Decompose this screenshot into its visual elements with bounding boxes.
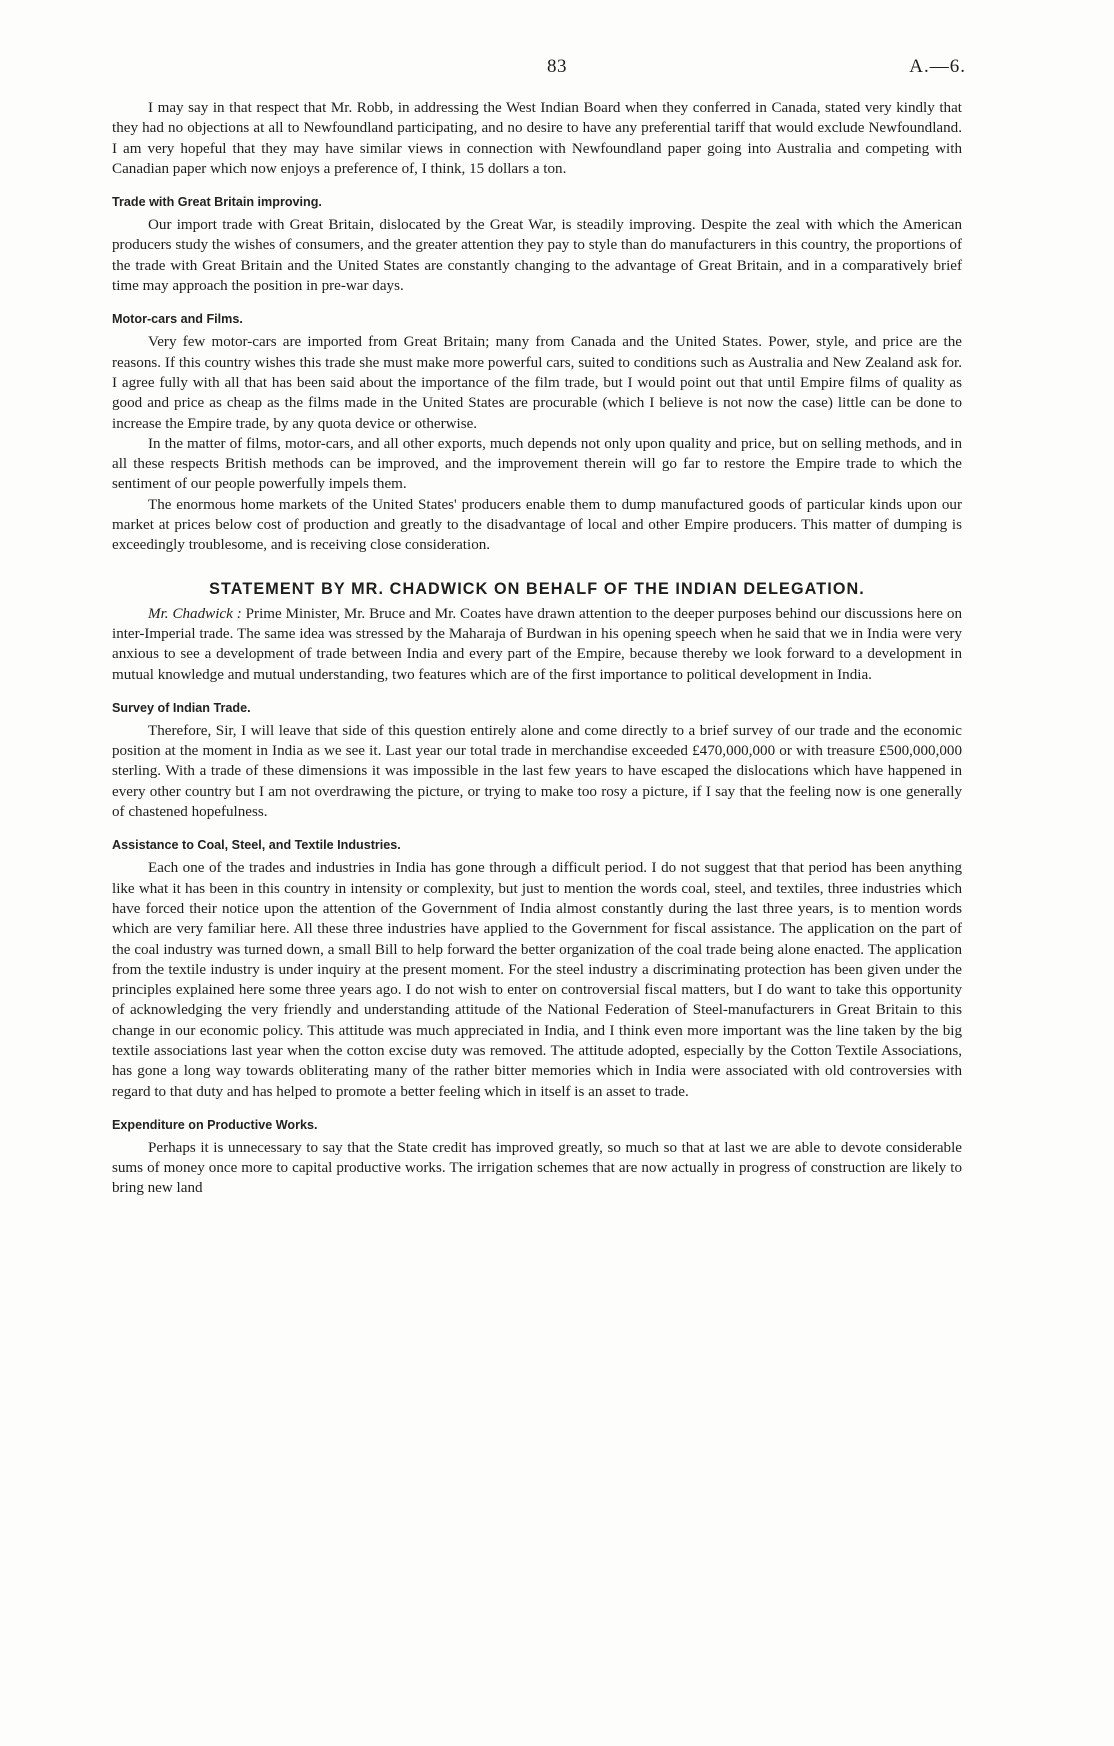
paragraph-motor-cars-3: The enormous home markets of the United States' producers enable them to dump manufactured goods of particular kinds upon our market at prices below cost of production and greatly to the disadvantage of local and other Empire producers. This matter of dumping is exceedingly troublesome, and is receiving close consideration. [112,496,962,554]
page-number: 83 [547,56,567,77]
paragraph-expenditure-on-productive-works: Perhaps it is unnecessary to say that the State credit has improved greatly, so much so that at last we are able to devote considerable sums of money once more to capital productive works. The irrigation schemes that are now actually in progress of construction are likely to bring new land [112,1139,962,1197]
body-column [112,98,962,1199]
intro-paragraph: I may say in that respect that Mr. Robb, in addressing the West Indian Board when they conferred in Canada, stated very kindly that they had no objections at all to Newfoundland participating, and no desire to have any preferential tariff that would exclude Newfoundland. I am very hopeful that they may have similar views in connection with Newfoundland paper going into Australia and competing with Canadian paper which now enjoys a preference of, I think, 15 dollars a ton. [112,100,962,177]
paragraph-motor-cars-2: In the matter of films, motor-cars, and all other exports, much depends not only upon quality and price, but on selling methods, and in all these respects British methods can be improved, and the improvement therein will go far to restore the Empire trade to which the sentiment of our people powerfully impels them. [112,435,962,493]
running-header [0,56,1114,80]
heading-assistance-to-industries: Assistance to Coal, Steel, and Textile Industries. [112,838,401,853]
paragraph-survey-of-indian-trade: Therefore, Sir, I will leave that side of this question entirely alone and come directly to a brief survey of our trade and the economic position at the moment in India as we see it. Last year our total trade in merchandise exceeded £470,000,000 or with treasure £500,000,000 sterling. With a trade of these dimensions it was impossible in the last few years to have escaped the dislocations which have happened in every other country but I am not overdrawing the picture, or trying to make too rosy a picture, if I say that the feeling now is one generally of chastened hopefulness. [112,722,962,821]
paragraph-motor-cars-1: Very few motor-cars are imported from Great Britain; many from Canada and the United States. Power, style, and price are the reasons. If this country wishes this trade she must make more powerful cars, suited to conditions such as Australia and New Zealand ask for. I agree fully with all that has been said about the importance of the film trade, but I would point out that until Empire films of quality as good and price as cheap as the films made in the United States are procurable (which I believe is not now the case) little can be done to increase the Empire trade, by any quota device or otherwise. [112,334,962,432]
paragraph-trade-with-great-britain: Our import trade with Great Britain, dislocated by the Great War, is steadily improving. Despite the zeal with which the American producers study the wishes of consumers, and the greater attention they pay to style than do manufacturers in this country, the proportions of the trade with Great Britain and the United States are constantly changing to the advantage of Great Britain, and in a comparatively brief time may approach the position in pre-war days. [112,217,962,295]
speaker-name: Mr. Chadwick : [148,605,242,622]
heading-trade-with-great-britain: Trade with Great Britain improving. [112,195,322,210]
document-reference: A.—6. [909,56,966,77]
paragraph-chadwick-opening [112,604,962,685]
paragraph-chadwick-text: Prime Minister, Mr. Bruce and Mr. Coates have drawn attention to the deeper purposes behind our discussions here on inter-Imperial trade. The same idea was stressed by the Maharaja of Burdwan in his opening speech when he said that we in India were very anxious to see a development of trade between India and every part of the Empire, because thereby we look forward to a development in mutual knowledge and mutual understanding, two features which are of the first importance to political development in India. [112,605,962,683]
section-title-chadwick-statement: STATEMENT BY MR. CHADWICK ON BEHALF OF THE INDIAN DELEGATION. [209,579,865,598]
heading-survey-of-indian-trade: Survey of Indian Trade. [112,700,251,715]
heading-motor-cars-and-films: Motor-cars and Films. [112,312,243,327]
heading-expenditure-on-productive-works: Expenditure on Productive Works. [112,1117,318,1132]
paragraph-assistance-to-industries: Each one of the trades and industries in India has gone through a difficult period. I do not suggest that that period has been anything like what it has been in this country in intensity or complexity, but just to mention the words coal, steel, and textiles, three industries which have forced their notice upon the attention of the Government of India almost constantly during the last three years, is to mention words which are very familiar here. All these three industries have applied to the Government for fiscal assistance. The application on the part of the coal industry was turned down, a small Bill to help forward the better organization of the coal trade being alone enacted. The application from the textile industry is under inquiry at the present moment. For the steel industry a discriminating protection has been given under the principles explained here some three years ago. I do not wish to enter on controversial fiscal matters, but I do want to take this opportunity of acknowledging the very friendly and understanding attitude of the National Federation of Steel-manufacturers in Great Britain to this change in our economic policy. This attitude was much appreciated in India, and I think even more important was the line taken by the big textile associations last year when the cotton excise duty was removed. The attitude adopted, especially by the Cotton Textile Associations, has gone a long way towards obliterating many of the rather bitter memories which in India were associated with old controversies with regard to that duty and has helped to promote a better feeling which in itself is an asset to trade. [112,860,962,1100]
